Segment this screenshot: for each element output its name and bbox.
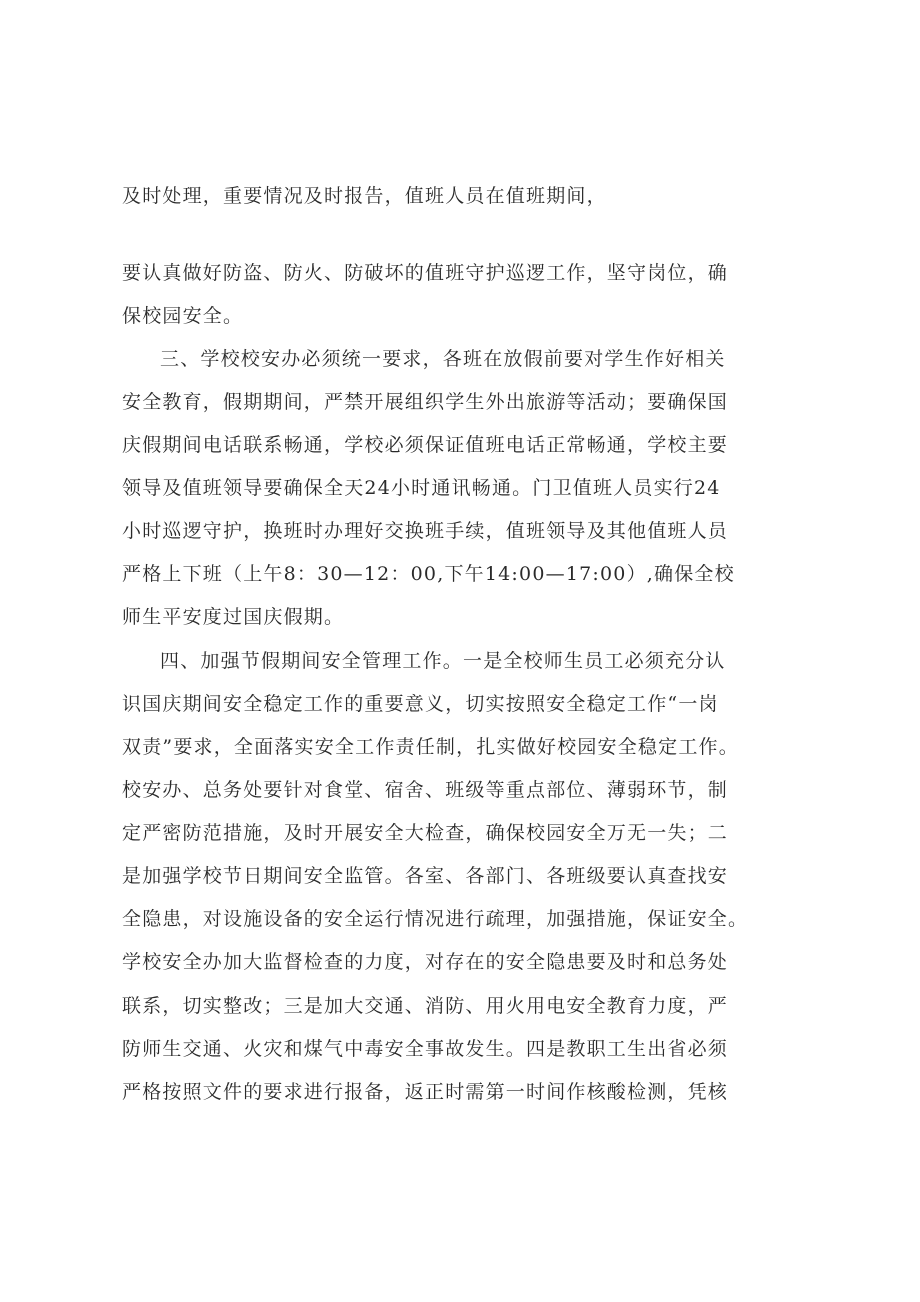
text-line: 庆假期间电话联系畅通，学校必须保证值班电话正常畅通，学校主要 [122, 434, 729, 456]
paragraph-start-line: 四、加强节假期间安全管理工作。一是全校师生员工必须充分认 [160, 650, 726, 672]
text-line: 防师生交通、火灾和煤气中毒安全事故发生。四是教职工生出省必须 [122, 1038, 729, 1060]
text-line: 双责”要求，全面落实安全工作责任制，扎实做好校园安全稳定工作。 [122, 736, 739, 758]
text-line: 定严密防范措施，及时开展安全大检查，确保校园安全万无一失；二 [122, 822, 729, 844]
text-line: 要认真做好防盗、防火、防破坏的值班守护巡逻工作，坚守岗位，确 [122, 262, 729, 284]
text-line: 全隐患，对设施设备的安全运行情况进行疏理，加强措施，保证安全。 [122, 908, 749, 930]
text-line: 识国庆期间安全稳定工作的重要意义，切实按照安全稳定工作“一岗 [122, 693, 719, 715]
text-line: 安全教育，假期期间，严禁开展组织学生外出旅游等活动；要确保国 [122, 391, 729, 413]
text-line: 保校园安全。 [122, 305, 244, 327]
text-line: 校安办、总务处要针对食堂、宿舍、班级等重点部位、薄弱环节，制 [122, 779, 729, 801]
text-line: 严格上下班（上午8：30—12：00,下午14:00—17:00）,确保全校 [122, 563, 735, 585]
text-line: 及时处理，重要情况及时报告，值班人员在值班期间， [122, 185, 607, 207]
text-line: 师生平安度过国庆假期。 [122, 606, 345, 628]
text-line: 是加强学校节日期间安全监管。各室、各部门、各班级要认真查找安 [122, 865, 729, 887]
text-line: 学校安全办加大监督检查的力度，对存在的安全隐患要及时和总务处 [122, 951, 729, 973]
text-line: 小时巡逻守护，换班时办理好交换班手续，值班领导及其他值班人员 [122, 520, 729, 542]
paragraph-start-line: 三、学校校安办必须统一要求，各班在放假前要对学生作好相关 [160, 348, 726, 370]
text-line: 严格按照文件的要求进行报备，返正时需第一时间作核酸检测，凭核 [122, 1081, 729, 1103]
text-line: 联系，切实整改；三是加大交通、消防、用火用电安全教育力度，严 [122, 995, 729, 1017]
text-line: 领导及值班领导要确保全天24小时通讯畅通。门卫值班人员实行24 [122, 477, 721, 499]
